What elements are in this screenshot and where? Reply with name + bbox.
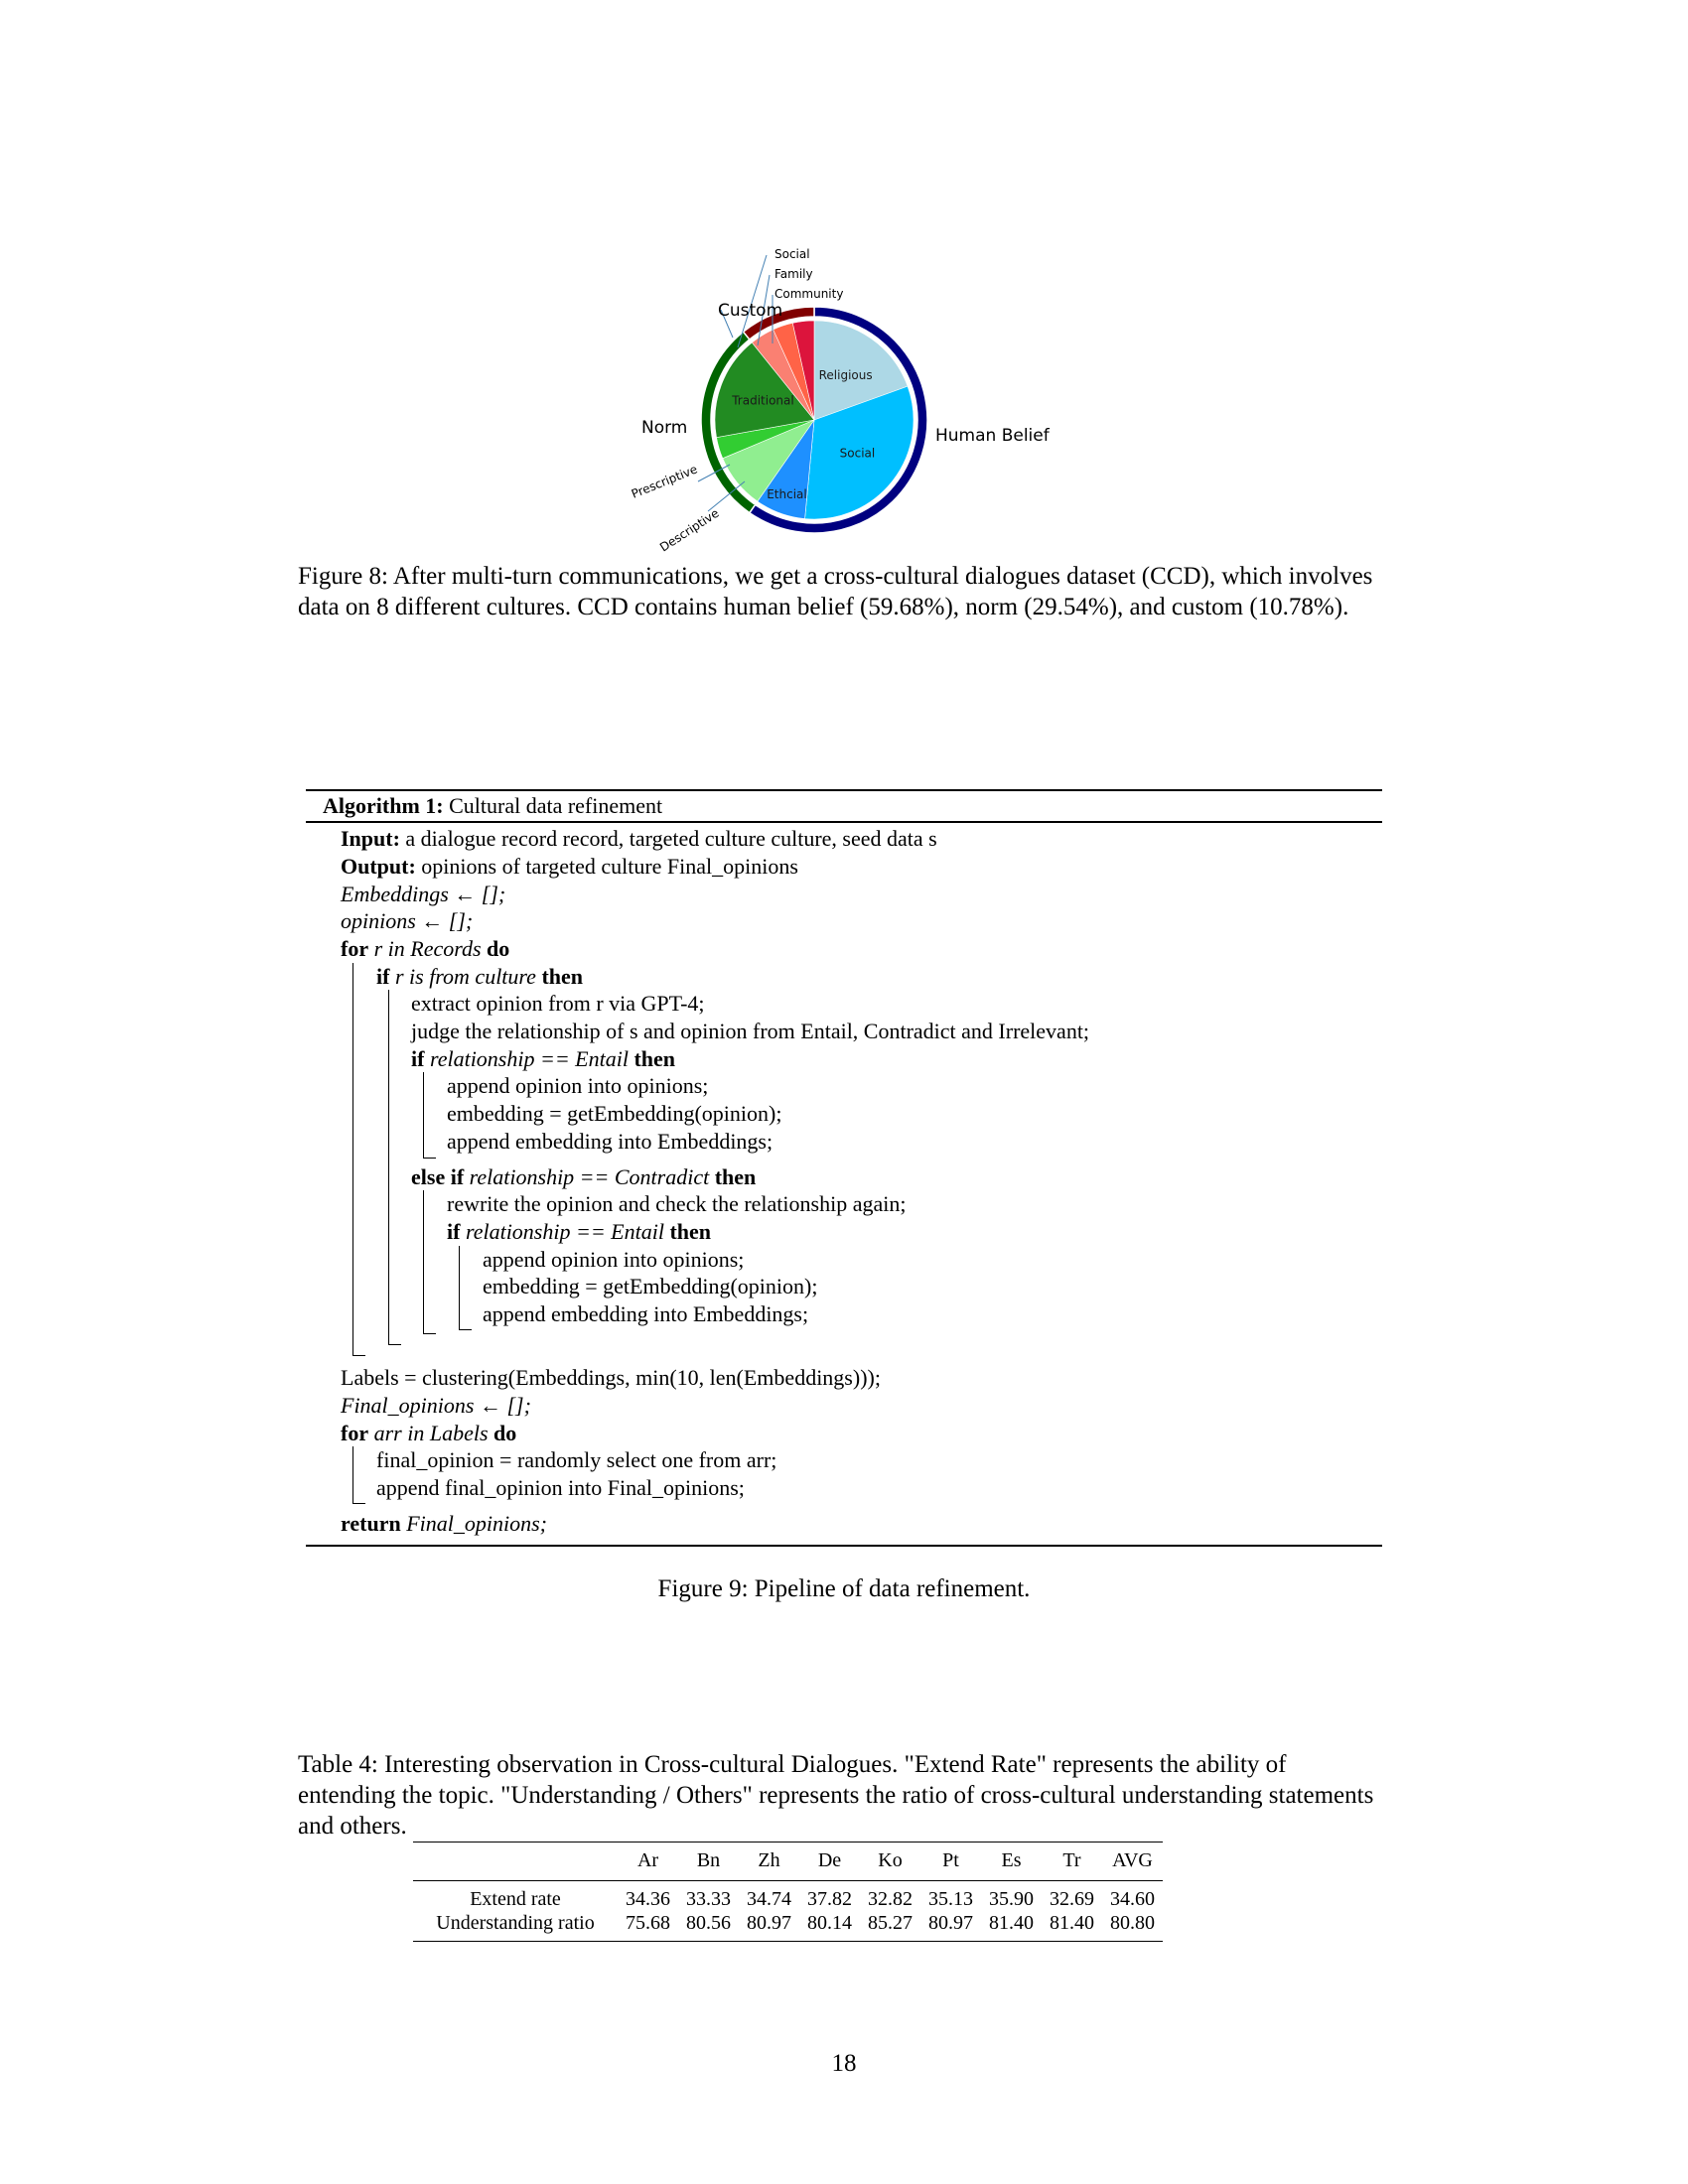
pie-slice-label: Religious bbox=[818, 368, 873, 383]
table-cell: 85.27 bbox=[868, 1912, 913, 1934]
label-social-custom: Social bbox=[774, 247, 810, 261]
algorithm-line: append opinion into opinions; bbox=[483, 1247, 745, 1272]
table-cell: 80.56 bbox=[686, 1912, 731, 1934]
pie-slice-label: Social bbox=[839, 446, 876, 461]
algorithm-input: Input: a dialogue record record, targeted culture culture, seed data s bbox=[341, 826, 937, 851]
label-family: Family bbox=[774, 267, 813, 281]
table-header-cell: Ko bbox=[878, 1849, 903, 1871]
page-number: 18 bbox=[831, 2050, 857, 2077]
label-community: Community bbox=[774, 287, 844, 301]
table-cell: 80.97 bbox=[747, 1912, 791, 1934]
figure9-caption: Figure 9: Pipeline of data refinement. bbox=[657, 1575, 1031, 1602]
table-header-row bbox=[413, 1843, 1163, 1881]
table-cell: 34.36 bbox=[626, 1888, 670, 1910]
label-prescriptive: Prescriptive bbox=[629, 462, 700, 501]
algorithm-line: append final_opinion into Final_opinions; bbox=[376, 1475, 745, 1500]
algorithm-line: opinions ← []; bbox=[341, 908, 474, 933]
algorithm-line: embedding = getEmbedding(opinion); bbox=[483, 1274, 818, 1298]
table-cell: 80.80 bbox=[1110, 1912, 1155, 1934]
algorithm-line: append embedding into Embeddings; bbox=[483, 1301, 809, 1326]
table-cell: 80.14 bbox=[807, 1912, 852, 1934]
algorithm-top-rule bbox=[306, 789, 1382, 791]
algorithm-line: for arr in Labels do bbox=[341, 1421, 517, 1445]
algorithm-line: rewrite the opinion and check the relationship again; bbox=[447, 1191, 907, 1216]
algorithm-line: embedding = getEmbedding(opinion); bbox=[447, 1101, 782, 1126]
algorithm-line: Final_opinions ← []; bbox=[341, 1393, 531, 1418]
algorithm-line: extract opinion from r via GPT-4; bbox=[411, 991, 705, 1016]
algorithm-block-bar bbox=[352, 1446, 365, 1504]
table-cell: 34.60 bbox=[1110, 1888, 1155, 1910]
table-header-cell: AVG bbox=[1112, 1849, 1153, 1871]
algorithm-block-bar bbox=[423, 1072, 436, 1159]
table-cell: 75.68 bbox=[626, 1912, 670, 1934]
label-custom: Custom bbox=[718, 301, 783, 321]
algorithm-line: final_opinion = randomly select one from arr; bbox=[376, 1447, 777, 1472]
algorithm-title: Algorithm 1: Cultural data refinement bbox=[323, 793, 663, 818]
figure8-pie-chart bbox=[596, 238, 1092, 566]
table-cell: 81.40 bbox=[989, 1912, 1034, 1934]
table-row bbox=[413, 1911, 1163, 1942]
table-header-cell: De bbox=[817, 1849, 842, 1871]
figure8-caption: Figure 8: After multi-turn communications, we get a cross-cultural dialogues dataset (CCD), which involves data on 8 different cultures. CCD contains human belief (59.68%), norm (29.54%), and custom (10.78%). bbox=[298, 563, 1373, 620]
algorithm-output: Output: opinions of targeted culture Final_opinions bbox=[341, 854, 798, 879]
table-cell: 35.90 bbox=[989, 1888, 1034, 1910]
table-cell: 32.82 bbox=[868, 1888, 913, 1910]
pie-slice-label: Traditional bbox=[732, 393, 794, 408]
algorithm-line: append opinion into opinions; bbox=[447, 1073, 709, 1098]
table-cell: 81.40 bbox=[1050, 1912, 1094, 1934]
table-cell: 80.97 bbox=[928, 1912, 973, 1934]
algorithm-block-bar bbox=[423, 1190, 436, 1334]
table-header-cell: Pt bbox=[942, 1849, 959, 1871]
table-header-cell: Bn bbox=[696, 1849, 721, 1871]
table-row-label: Understanding ratio bbox=[436, 1912, 595, 1934]
algorithm-line: if relationship == Entail then bbox=[447, 1219, 712, 1244]
table-cell: 37.82 bbox=[807, 1888, 852, 1910]
table4-caption: Table 4: Interesting observation in Cross-cultural Dialogues. "Extend Rate" represents the ability of entending the topic. "Understanding / Others" represents the ratio of cross-cultural understanding statements and others. bbox=[298, 1751, 1374, 1840]
table-row bbox=[413, 1881, 1163, 1912]
table-cell: 33.33 bbox=[686, 1888, 731, 1910]
label-norm: Norm bbox=[641, 418, 688, 438]
observation-table bbox=[413, 1842, 1163, 1942]
table-header-cell: Ar bbox=[636, 1849, 659, 1871]
algorithm-bottom-rule bbox=[306, 1545, 1382, 1547]
table-cell: 34.74 bbox=[747, 1888, 791, 1910]
algorithm-block-bar bbox=[388, 990, 401, 1345]
algorithm-line: return Final_opinions; bbox=[341, 1511, 547, 1536]
pie-slice-label: Ethcial bbox=[767, 487, 807, 502]
table-header-cell: Tr bbox=[1062, 1849, 1081, 1871]
algorithm-line: else if relationship == Contradict then bbox=[411, 1164, 757, 1189]
label-human-belief: Human Belief bbox=[935, 426, 1050, 446]
algorithm-line: for r in Records do bbox=[341, 936, 510, 961]
algorithm-block-bar bbox=[352, 963, 365, 1356]
algorithm-line: if r is from culture then bbox=[376, 964, 583, 989]
table-header-cell: Zh bbox=[758, 1849, 780, 1871]
algorithm-title-rule bbox=[306, 821, 1382, 823]
label-descriptive: Descriptive bbox=[657, 505, 722, 555]
algorithm-line: judge the relationship of s and opinion from Entail, Contradict and Irrelevant; bbox=[411, 1019, 1090, 1043]
algorithm-block-bar bbox=[459, 1246, 472, 1330]
pie-inner-slices bbox=[715, 321, 914, 519]
algorithm-line: Embeddings ← []; bbox=[341, 882, 506, 906]
table-header-cell: Es bbox=[1001, 1849, 1022, 1871]
table-row-label: Extend rate bbox=[470, 1888, 561, 1910]
algorithm-line: Labels = clustering(Embeddings, min(10, len(Embeddings))); bbox=[341, 1365, 881, 1390]
table-cell: 32.69 bbox=[1050, 1888, 1094, 1910]
table-header-cell bbox=[413, 1843, 618, 1881]
algorithm-line: append embedding into Embeddings; bbox=[447, 1129, 774, 1154]
table-cell: 35.13 bbox=[928, 1888, 973, 1910]
algorithm-line: if relationship == Entail then bbox=[411, 1046, 676, 1071]
